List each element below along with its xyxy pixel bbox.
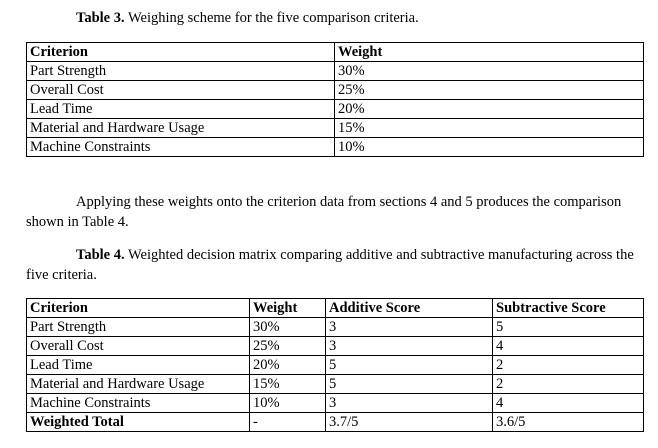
table3-cell: 10%: [335, 138, 644, 157]
table4-cell: Material and Hardware Usage: [27, 375, 250, 394]
table3-caption-label: Table 3.: [76, 10, 125, 26]
table-row: [27, 138, 644, 157]
table-row: [27, 81, 644, 100]
table4-cell: 3: [326, 318, 493, 337]
table4-total-weight: -: [250, 413, 326, 432]
table4-cell: Lead Time: [27, 356, 250, 375]
table4-cell: 5: [326, 356, 493, 375]
table-row: [27, 100, 644, 119]
table-row: [27, 337, 644, 356]
table4-cell: 10%: [250, 394, 326, 413]
table-row: [27, 119, 644, 138]
table3-caption: [76, 9, 419, 28]
table4-total-additive: 3.7/5: [326, 413, 493, 432]
table4-cell: Part Strength: [27, 318, 250, 337]
table4-cell: Overall Cost: [27, 337, 250, 356]
table4-total-label: Weighted Total: [27, 413, 250, 432]
table3-cell: Material and Hardware Usage: [27, 119, 335, 138]
table4-header-weight: Weight: [250, 299, 326, 318]
table4-cell: 4: [493, 337, 644, 356]
table4-cell: 3: [326, 337, 493, 356]
table4-cell: Machine Constraints: [27, 394, 250, 413]
table3-header-row: [27, 43, 644, 62]
body-paragraph-text: Applying these weights onto the criterion data from sections 4 and 5 produces the comparison shown in Table 4.: [26, 194, 622, 230]
table4-header-row: [27, 299, 644, 318]
table4-cell: 25%: [250, 337, 326, 356]
table-row: [27, 62, 644, 81]
table4-cell: 4: [493, 394, 644, 413]
table4-cell: 5: [493, 318, 644, 337]
table4-header-subtractive: Subtractive Score: [493, 299, 644, 318]
table4-cell: 2: [493, 375, 644, 394]
table-row: [27, 356, 644, 375]
table3-header-criterion: Criterion: [27, 43, 335, 62]
table3-cell: Lead Time: [27, 100, 335, 119]
table4-header-criterion: Criterion: [27, 299, 250, 318]
table4-caption-label: Table 4.: [76, 247, 125, 263]
table4-caption: [26, 245, 646, 285]
table-row: [27, 394, 644, 413]
table4-cell: 30%: [250, 318, 326, 337]
table3-header-weight: Weight: [335, 43, 644, 62]
table4-cell: 5: [326, 375, 493, 394]
table3-caption-text: Weighing scheme for the five comparison criteria.: [124, 10, 419, 26]
table3-cell: Overall Cost: [27, 81, 335, 100]
table3-cell: Machine Constraints: [27, 138, 335, 157]
table4-cell: 20%: [250, 356, 326, 375]
table4: [26, 298, 644, 432]
table4-header-additive: Additive Score: [326, 299, 493, 318]
table3-cell: Part Strength: [27, 62, 335, 81]
table4-total-subtractive: 3.6/5: [493, 413, 644, 432]
table3-cell: 20%: [335, 100, 644, 119]
table4-cell: 3: [326, 394, 493, 413]
table4-cell: 2: [493, 356, 644, 375]
body-paragraph: [26, 192, 646, 232]
table3-cell: 30%: [335, 62, 644, 81]
table3-cell: 15%: [335, 119, 644, 138]
table3-cell: 25%: [335, 81, 644, 100]
table-row: [27, 375, 644, 394]
table4-total-row: [27, 413, 644, 432]
table3: [26, 42, 644, 157]
table-row: [27, 318, 644, 337]
table4-cell: 15%: [250, 375, 326, 394]
table4-caption-text: Weighted decision matrix comparing additive and subtractive manufacturing across the five criteria.: [26, 247, 634, 283]
